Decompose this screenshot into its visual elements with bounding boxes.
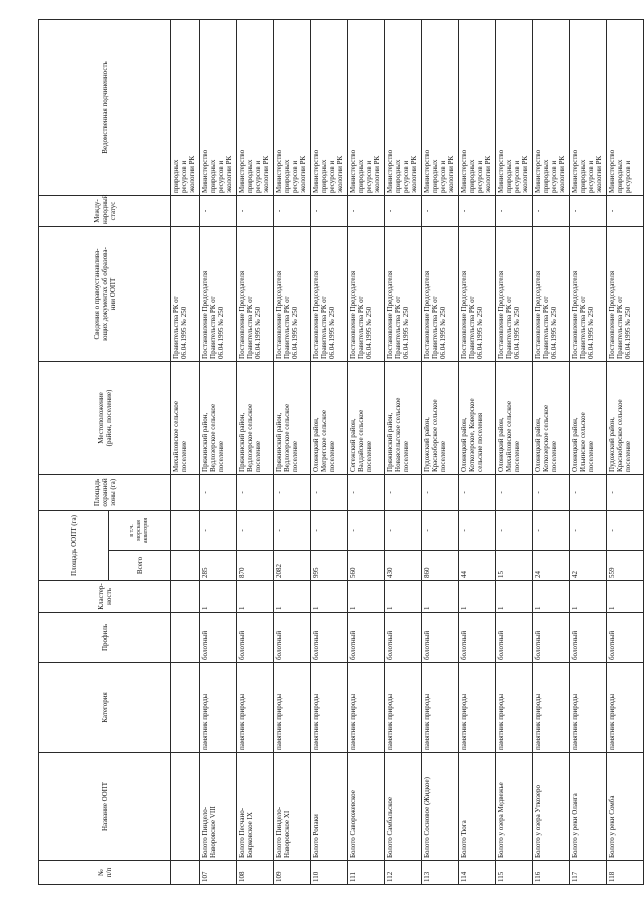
cell-num: 112	[385, 861, 422, 885]
cell-area-marine: -	[200, 510, 237, 550]
cell-agency: Министерство природных ресурсов и экологии РК	[422, 19, 459, 195]
cell-category: памятник природы	[311, 663, 348, 753]
cell-buffer: -	[311, 474, 348, 510]
cell-num: 118	[607, 861, 644, 885]
cell-profile: болотный	[422, 613, 459, 663]
cell-profile: болотный	[311, 613, 348, 663]
cell-area-total: 430	[385, 551, 422, 581]
cell-cluster: 1	[459, 581, 496, 613]
cell-area-total	[171, 551, 200, 581]
cell-location: Олонецкий район, Михайловское сельское поселение	[496, 361, 533, 474]
header-status: Между- народный статус	[39, 195, 171, 226]
cell-cluster: 1	[237, 581, 274, 613]
header-name: Название ООПТ	[39, 753, 171, 861]
cell-agency: природных ресурсов и экологии РК	[171, 19, 200, 195]
cell-area-marine: -	[348, 510, 385, 550]
cell-status: -	[348, 195, 385, 226]
cell-profile: болотный	[496, 613, 533, 663]
header-agency: Ведомственная подчиненность	[39, 19, 171, 195]
cell-documents: Постановление Председателя Правительства РК от 06.04.1995 № 250	[311, 226, 348, 361]
cell-num: 109	[274, 861, 311, 885]
protected-areas-table	[38, 19, 644, 885]
cell-profile: болотный	[607, 613, 644, 663]
cell-status: -	[533, 195, 570, 226]
cell-name: Болото у реки Сомба	[607, 753, 644, 861]
cell-location: Пряжинский район, Ведлозерское сельское поселение	[274, 361, 311, 474]
cell-location: Пряжинский район, Ведлозерское сельское поселение	[237, 361, 274, 474]
cell-num: 108	[237, 861, 274, 885]
cell-status: -	[607, 195, 644, 226]
cell-num: 111	[348, 861, 385, 885]
table-row	[607, 19, 644, 884]
cell-location: Пряжинский район, Новаясельгское сельское поселение	[385, 361, 422, 474]
cell-name: Болото у реки Оланга	[570, 753, 607, 861]
cell-location: Пудожский район, Красноборское сельское поселение	[607, 361, 644, 474]
cell-buffer: -	[570, 474, 607, 510]
cell-status: -	[385, 195, 422, 226]
cell-status: -	[274, 195, 311, 226]
cell-cluster	[171, 581, 200, 613]
cell-status: -	[237, 195, 274, 226]
cell-category: памятник природы	[274, 663, 311, 753]
cell-cluster: 1	[496, 581, 533, 613]
cell-location: Сегежский район, Валдайское сельское поселение	[348, 361, 385, 474]
cell-num: 116	[533, 861, 570, 885]
cell-cluster: 1	[348, 581, 385, 613]
cell-cluster: 1	[607, 581, 644, 613]
cell-status: -	[459, 195, 496, 226]
cell-documents: Постановление Председателя Правительства РК от 06.04.1995 № 250	[533, 226, 570, 361]
cell-buffer: -	[274, 474, 311, 510]
cell-name: Болото Ропаки	[311, 753, 348, 861]
table-header-row	[39, 19, 109, 884]
cell-buffer: -	[459, 474, 496, 510]
cell-location: Пудожский район, Красноборское сельское поселение	[422, 361, 459, 474]
cell-profile: болотный	[274, 613, 311, 663]
cell-area-marine: -	[237, 510, 274, 550]
cell-name: Болото Сосновое (Жидкое)	[422, 753, 459, 861]
header-num: № п/п	[39, 861, 171, 885]
cell-documents: Постановление Председателя Правительства РК от 06.04.1995 № 250	[496, 226, 533, 361]
cell-category: памятник природы	[385, 663, 422, 753]
cell-profile: болотный	[570, 613, 607, 663]
cell-area-total: 860	[422, 551, 459, 581]
cell-area-total: 285	[200, 551, 237, 581]
cell-area-total: 2082	[274, 551, 311, 581]
cell-area-marine: -	[496, 510, 533, 550]
cell-buffer: -	[496, 474, 533, 510]
cell-name: Болото Пиндело- Наворовское XI	[274, 753, 311, 861]
cell-area-total: 870	[237, 551, 274, 581]
cell-num: 114	[459, 861, 496, 885]
header-area-total: Всего	[109, 551, 171, 581]
cell-category: памятник природы	[533, 663, 570, 753]
cell-status: -	[200, 195, 237, 226]
cell-num: 107	[200, 861, 237, 885]
cell-name: Болото Тюга	[459, 753, 496, 861]
cell-area-marine: -	[311, 510, 348, 550]
cell-num: 110	[311, 861, 348, 885]
cell-documents: Постановление Председателя Правительства РК от 06.04.1995 № 250	[385, 226, 422, 361]
table-row	[311, 19, 348, 884]
table-row	[533, 19, 570, 884]
cell-profile: болотный	[237, 613, 274, 663]
cell-area-total: 995	[311, 551, 348, 581]
cell-area-total: 42	[570, 551, 607, 581]
table-row	[496, 19, 533, 884]
header-area: Площадь ООПТ (га)	[39, 510, 109, 580]
cell-documents: Правительства РК от 06.04.1995 № 250	[171, 226, 200, 361]
cell-num	[171, 861, 200, 885]
table-row	[570, 19, 607, 884]
cell-status	[171, 195, 200, 226]
cell-name: Болото у озера Медвежье	[496, 753, 533, 861]
header-location: Местоположение (район, поселение)	[39, 361, 171, 474]
cell-cluster: 1	[274, 581, 311, 613]
table-row	[171, 19, 200, 884]
cell-name: Болото Песчано- Боярковское IX	[237, 753, 274, 861]
cell-category: памятник природы	[496, 663, 533, 753]
cell-status: -	[422, 195, 459, 226]
cell-category: памятник природы	[422, 663, 459, 753]
cell-area-marine: -	[533, 510, 570, 550]
header-documents: Сведения о правоустанавлива- ющих документах об образова- нии ООПТ	[39, 226, 171, 361]
cell-area-marine	[171, 510, 200, 550]
cell-area-total: 15	[496, 551, 533, 581]
cell-buffer: -	[533, 474, 570, 510]
cell-agency: Министерство природных ресурсов и экологии РК	[533, 19, 570, 195]
cell-area-total: 560	[348, 551, 385, 581]
cell-documents: Постановление Председателя Правительства РК от 06.04.1995 № 250	[348, 226, 385, 361]
cell-profile	[171, 613, 200, 663]
cell-agency: Министерство природных ресурсов и экологии РК	[496, 19, 533, 195]
cell-category: памятник природы	[237, 663, 274, 753]
cell-documents: Постановление Председателя Правительства РК от 06.04.1995 № 250	[274, 226, 311, 361]
cell-profile: болотный	[348, 613, 385, 663]
cell-location: Олонецкий район, Мегрегское сельское поселение	[311, 361, 348, 474]
cell-area-total: 44	[459, 551, 496, 581]
cell-location: Олонецкий район, Коткозерское, Коверское сельские поселения	[459, 361, 496, 474]
cell-status: -	[496, 195, 533, 226]
cell-buffer: -	[200, 474, 237, 510]
table-row	[274, 19, 311, 884]
cell-agency: Министерство природных ресурсов и	[607, 19, 644, 195]
cell-num: 117	[570, 861, 607, 885]
table-row	[422, 19, 459, 884]
cell-location: Олонецкий район, Ильинское сельское поселение	[570, 361, 607, 474]
cell-agency: Министерство природных ресурсов и экологии РК	[570, 19, 607, 195]
table-row	[459, 19, 496, 884]
cell-documents: Постановление Председателя Правительства РК от 06.04.1995 № 250	[200, 226, 237, 361]
cell-location: Пряжинский район, Ведлозерское сельское поселение	[200, 361, 237, 474]
cell-agency: Министерство природных ресурсов и экологии РК	[385, 19, 422, 195]
cell-agency: Министерство природных ресурсов и экологии РК	[274, 19, 311, 195]
cell-location: Олонецкий район, Коткозерское сельское поселение	[533, 361, 570, 474]
table-row	[200, 19, 237, 884]
cell-location: Михайловское сельское поселение	[171, 361, 200, 474]
scanned-page	[38, 20, 632, 885]
cell-agency: Министерство природных ресурсов и экологии РК	[200, 19, 237, 195]
header-category: Категория	[39, 663, 171, 753]
cell-category: памятник природы	[459, 663, 496, 753]
cell-name	[171, 753, 200, 861]
cell-num: 115	[496, 861, 533, 885]
cell-cluster: 1	[570, 581, 607, 613]
cell-area-marine: -	[274, 510, 311, 550]
table-row	[237, 19, 274, 884]
header-cluster: Кластер- ность	[39, 581, 171, 613]
cell-area-total: 559	[607, 551, 644, 581]
cell-profile: болотный	[385, 613, 422, 663]
rotated-table-wrapper	[38, 20, 632, 885]
cell-category	[171, 663, 200, 753]
cell-agency: Министерство природных ресурсов и экологии РК	[459, 19, 496, 195]
cell-buffer: -	[348, 474, 385, 510]
cell-cluster: 1	[422, 581, 459, 613]
cell-status: -	[311, 195, 348, 226]
cell-buffer: -	[237, 474, 274, 510]
cell-cluster: 1	[200, 581, 237, 613]
header-profile: Профиль	[39, 613, 171, 663]
cell-cluster: 1	[385, 581, 422, 613]
cell-buffer	[171, 474, 200, 510]
header-area-marine: в т.ч. морская акватория	[109, 510, 171, 550]
cell-area-marine: -	[459, 510, 496, 550]
cell-area-marine: -	[570, 510, 607, 550]
cell-name: Болото Пиндело- Наворовское VIII	[200, 753, 237, 861]
cell-area-total: 24	[533, 551, 570, 581]
cell-status: -	[570, 195, 607, 226]
cell-agency: Министерство природных ресурсов и экологии РК	[237, 19, 274, 195]
cell-name: Болото у озера Уткозеро	[533, 753, 570, 861]
cell-category: памятник природы	[200, 663, 237, 753]
cell-cluster: 1	[533, 581, 570, 613]
cell-documents: Постановление Председателя Правительства РК от 06.04.1995 № 250	[237, 226, 274, 361]
table-row	[385, 19, 422, 884]
cell-cluster: 1	[311, 581, 348, 613]
cell-buffer: -	[422, 474, 459, 510]
cell-documents: Постановление Председателя Правительства РК от 06.04.1995 № 250	[459, 226, 496, 361]
cell-documents: Постановление Председателя Правительства РК от 06.04.1995 № 250	[570, 226, 607, 361]
cell-category: памятник природы	[607, 663, 644, 753]
cell-agency: Министерство природных ресурсов и экологии РК	[311, 19, 348, 195]
cell-area-marine: -	[422, 510, 459, 550]
cell-num: 113	[422, 861, 459, 885]
cell-profile: болотный	[533, 613, 570, 663]
cell-name: Болото Саворожевское	[348, 753, 385, 861]
cell-area-marine: -	[385, 510, 422, 550]
cell-documents: Постановление Председателя Правительства РК от 06.04.1995 № 250	[422, 226, 459, 361]
cell-area-marine: -	[607, 510, 644, 550]
cell-buffer: -	[607, 474, 644, 510]
cell-profile: болотный	[459, 613, 496, 663]
cell-agency: Министерство природных ресурсов и экологии РК	[348, 19, 385, 195]
cell-name: Болото Самбальское	[385, 753, 422, 861]
cell-documents: Постановление Председателя Правительства РК от 06.04.1995 № 250	[607, 226, 644, 361]
cell-category: памятник природы	[570, 663, 607, 753]
cell-profile: болотный	[200, 613, 237, 663]
table-row	[348, 19, 385, 884]
cell-buffer: -	[385, 474, 422, 510]
cell-category: памятник природы	[348, 663, 385, 753]
header-buffer: Площадь охранной зоны (га)	[39, 474, 171, 510]
